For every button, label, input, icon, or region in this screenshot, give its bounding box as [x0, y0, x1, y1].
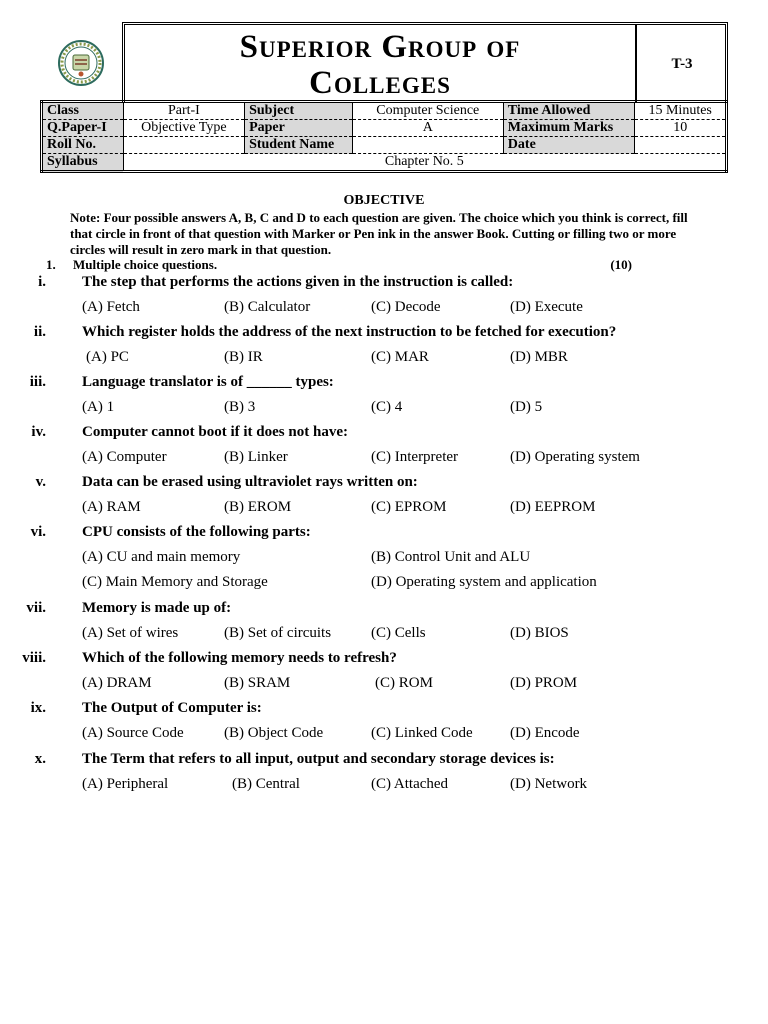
- answer-option[interactable]: (D) 5: [510, 399, 543, 415]
- paper-label: Paper: [245, 120, 353, 137]
- answer-option[interactable]: (C) MAR: [371, 349, 429, 365]
- answer-option[interactable]: (C) Attached: [371, 776, 449, 792]
- answer-option[interactable]: (D) Execute: [510, 299, 583, 315]
- answer-option[interactable]: (A) Source Code: [82, 725, 184, 741]
- instructions-note: Note: Four possible answers A, B, C and D to each question are given. The choice which you think is correct, fill that circle in front of that question with Marker or Pen ink in the answer Book. Cutting or filling two or more circles will result in zero mark in that question.: [70, 210, 688, 257]
- answer-option[interactable]: (D) Network: [510, 776, 588, 792]
- college-seal-logo: [58, 40, 104, 86]
- question-number: viii.: [22, 650, 46, 666]
- question-text: The Output of Computer is:: [82, 700, 262, 716]
- question-number: vi.: [30, 524, 46, 540]
- question-number: ix.: [30, 700, 46, 716]
- syllabus-value: Chapter No. 5: [384, 154, 464, 169]
- qpaper-value: Objective Type: [123, 120, 244, 137]
- subject-label: Subject: [245, 102, 353, 120]
- answer-option[interactable]: (B) IR: [224, 349, 263, 365]
- question-text: Memory is made up of:: [82, 600, 232, 616]
- date-label: Date: [503, 137, 635, 154]
- header-box: [122, 22, 728, 102]
- answer-option[interactable]: (A) 1: [82, 399, 115, 415]
- syllabus-label: Syllabus: [42, 154, 124, 172]
- student-name-label: Student Name: [245, 137, 353, 154]
- answer-option[interactable]: (C) Main Memory and Storage: [82, 574, 268, 590]
- section-number: 1.: [46, 257, 56, 272]
- question-text: The Term that refers to all input, output and secondary storage devices is:: [82, 751, 555, 767]
- date-field[interactable]: [635, 137, 727, 154]
- answer-option[interactable]: (B) EROM: [224, 499, 292, 515]
- answer-option[interactable]: (C) Cells: [371, 625, 426, 641]
- roll-label: Roll No.: [42, 137, 124, 154]
- question-number: v.: [35, 474, 46, 490]
- class-value: Part-I: [123, 102, 244, 120]
- title-line-1: Superior Group of: [239, 29, 521, 65]
- answer-option[interactable]: (C) 4: [371, 399, 403, 415]
- answer-option[interactable]: (D) Operating system: [510, 449, 640, 465]
- subject-value: Computer Science: [352, 102, 503, 120]
- question-text: Language translator is of ______ types:: [82, 374, 334, 390]
- answer-option[interactable]: (D) EEPROM: [510, 499, 596, 515]
- answer-option[interactable]: (A) Peripheral: [82, 776, 169, 792]
- title-line-2: Colleges: [309, 65, 451, 101]
- question-text: Which of the following memory needs to refresh?: [82, 650, 397, 666]
- answer-option[interactable]: (B) Control Unit and ALU: [371, 549, 531, 565]
- answer-option[interactable]: (A) DRAM: [82, 675, 152, 691]
- answer-option[interactable]: (A) Computer: [82, 449, 167, 465]
- answer-option[interactable]: (A) Fetch: [82, 299, 140, 315]
- paper-value: A: [352, 120, 503, 137]
- answer-option[interactable]: (D) Encode: [510, 725, 580, 741]
- answer-option[interactable]: (A) Set of wires: [82, 625, 179, 641]
- page-title: [125, 25, 637, 102]
- time-label: Time Allowed: [503, 102, 635, 120]
- answer-option[interactable]: (C) Interpreter: [371, 449, 459, 465]
- paper-code: T-3: [671, 56, 693, 72]
- question-text: Computer cannot boot if it does not have:: [82, 424, 348, 440]
- answer-option[interactable]: (B) Object Code: [224, 725, 324, 741]
- question-number: ii.: [33, 324, 46, 340]
- question-number: iii.: [29, 374, 46, 390]
- class-label: Class: [42, 102, 124, 120]
- answer-option[interactable]: (A) RAM: [82, 499, 141, 515]
- answer-option[interactable]: (C) Linked Code: [371, 725, 473, 741]
- answer-option[interactable]: (B) Linker: [224, 449, 288, 465]
- question-text: The step that performs the actions given in the instruction is called:: [82, 274, 514, 290]
- qpaper-label: Q.Paper-I: [42, 120, 124, 137]
- section-marks: (10): [610, 257, 632, 272]
- marks-value: 10: [635, 120, 727, 137]
- answer-option[interactable]: (C) ROM: [375, 675, 433, 691]
- answer-option[interactable]: (C) EPROM: [371, 499, 447, 515]
- question-number: vii.: [26, 600, 46, 616]
- section-title: Multiple choice questions.: [73, 257, 218, 272]
- info-table: [40, 100, 728, 173]
- question-number: x.: [34, 751, 46, 767]
- answer-option[interactable]: (C) Decode: [371, 299, 441, 315]
- answer-option[interactable]: (A) CU and main memory: [82, 549, 241, 565]
- answer-option[interactable]: (B) 3: [224, 399, 256, 415]
- answer-option[interactable]: (A) PC: [86, 349, 129, 365]
- question-text: Which register holds the address of the next instruction to be fetched for execution?: [82, 324, 617, 340]
- roll-field[interactable]: [123, 137, 244, 154]
- answer-option[interactable]: (D) Operating system and application: [371, 574, 597, 590]
- answer-option[interactable]: (D) MBR: [510, 349, 568, 365]
- question-number: iv.: [31, 424, 46, 440]
- answer-option[interactable]: (D) BIOS: [510, 625, 569, 641]
- student-name-field[interactable]: [352, 137, 503, 154]
- time-value: 15 Minutes: [635, 102, 727, 120]
- question-number: i.: [38, 274, 46, 290]
- question-text: Data can be erased using ultraviolet rays written on:: [82, 474, 418, 490]
- mcq-section-header: [46, 257, 632, 273]
- answer-option[interactable]: (D) PROM: [510, 675, 578, 691]
- section-heading: OBJECTIVE: [343, 193, 425, 208]
- answer-option[interactable]: (B) Set of circuits: [224, 625, 332, 641]
- marks-label: Maximum Marks: [503, 120, 635, 137]
- answer-option[interactable]: (B) Central: [232, 776, 300, 792]
- answer-option[interactable]: (B) Calculator: [224, 299, 311, 315]
- question-text: CPU consists of the following parts:: [82, 524, 311, 540]
- answer-option[interactable]: (B) SRAM: [224, 675, 291, 691]
